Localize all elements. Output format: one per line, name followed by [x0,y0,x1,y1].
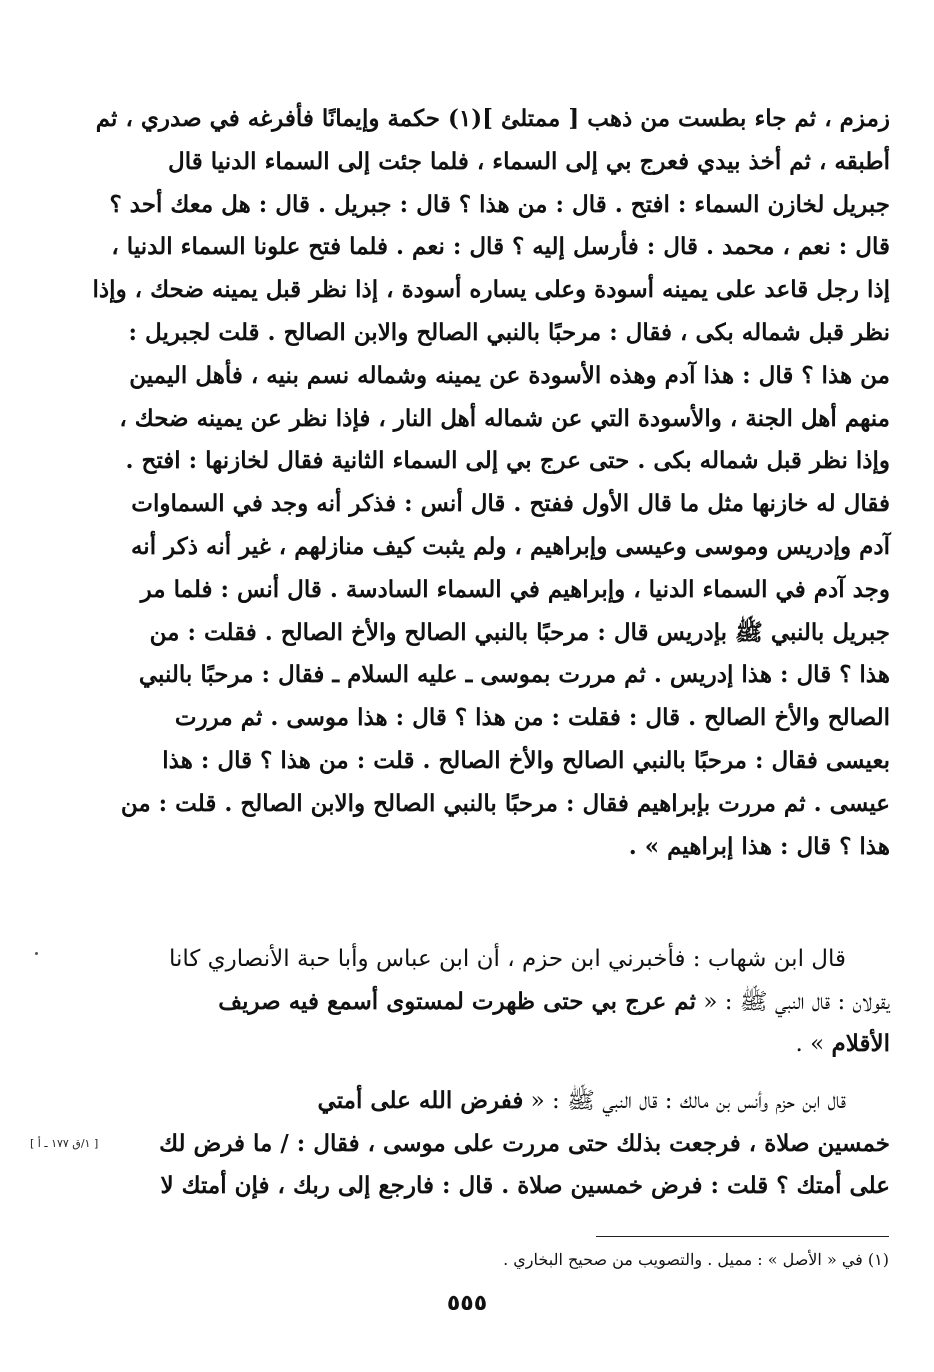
text-line: بعيسى فقال : مرحبًا بالنبي الصالح والأخ الصالح . قلت : من هذا ؟ قال : هذا [162,746,890,774]
text-line: أطبقه ، ثم أخذ بيدي فعرج بي إلى السماء ، فلما جئت إلى السماء الدنيا قال [168,147,890,175]
text-line: وجد آدم في السماء الدنيا ، وإبراهيم في السماء السادسة . قال أنس : فلما مر [140,575,890,603]
text-line: منهم أهل الجنة ، والأسودة التي عن شماله أهل النار ، فإذا نظر عن يمينه ضحك ، [119,404,890,432]
text-line: الصالح والأخ الصالح . قال : فقلت : من هذا ؟ قال : هذا موسى . ثم مررت [174,704,890,732]
text-line: خمسين صلاة ، فرجعت بذلك حتى مررت على موسى ، فقال : / ما فرض لك [159,1129,890,1157]
text-line: زمزم ، ثم جاء بطست من ذهب [ ممتلئ ](١) حكمة وإيمانًا فأفرغه في صدري ، ثم [95,105,890,132]
text-line [150,981,890,1024]
footnote-divider [596,1236,889,1237]
narration-intro: يقولان : قال النبي ﷺ : « [696,988,890,1015]
manuscript-folio-note: [ ١/ق ١٧٧ ـ أ ] [30,1137,99,1150]
paragraph-ibn-hazm [150,1080,890,1208]
page-number: ٥٥٥ [446,1291,488,1316]
text-line: قال : نعم ، محمد . قال : فأرسل إليه ؟ قال : نعم . فلما فتح علونا السماء الدنيا ، [111,233,890,261]
text-line: نظر قبل شماله بكى ، فقال : مرحبًا بالنبي الصالح والابن الصالح . قلت لجبريل : [128,318,890,346]
text-line: هذا ؟ قال : هذا إدريس . ثم مررت بموسى ـ عليه السلام ـ فقال : مرحبًا بالنبي [138,661,890,689]
text-line: وإذا نظر قبل شماله بكى . حتى عرج بي إلى السماء الثانية فقال لخازنها : افتح . [125,447,890,475]
text-line: جبريل بالنبي ﷺ بإدريس قال : مرحبًا بالنبي الصالح والأخ الصالح . فقلت : من [149,618,890,646]
hadith-text: ففرض الله على أمتي [317,1087,524,1114]
text-line: آدم وإدريس وموسى وعيسى وإبراهيم ، ولم يثبت كيف منازلهم ، غير أنه ذكر أنه [130,532,890,560]
paragraph-ibn-shihab [150,938,890,1066]
text-line [150,1080,890,1123]
closing-quote: » . [795,1031,832,1057]
text-line: عيسى . ثم مررت بإبراهيم فقال : مرحبًا بالنبي الصالح والابن الصالح . قلت : من [120,789,890,817]
text-line: من هذا ؟ قال : هذا آدم وهذه الأسودة عن يمينه وشماله نسم بنيه ، فأهل اليمين [129,361,890,389]
text-line [150,1023,890,1066]
text-line: إذا رجل قاعد على يمينه أسودة وعلى يساره أسودة ، إذا نظر قبل يمينه ضحك ، وإذا [92,276,890,304]
hadith-text: الأقلام [831,1030,890,1057]
text-line: هذا ؟ قال : هذا إبراهيم » . [628,832,890,860]
text-line: جبريل لخازن السماء : افتح . قال : من هذا ؟ قال : جبريل . قال : هل معك أحد ؟ [109,190,890,218]
footnote: (١) في « الأصل » : مميل . والتصويب من صحيح البخاري . [503,1250,889,1269]
text-line: فقال له خازنها مثل ما قال الأول ففتح . قال أنس : فذكر أنه وجد في السماوات [131,490,890,518]
margin-dot [35,952,38,955]
main-paragraph [92,98,890,868]
text-line: قال ابن شهاب : فأخبرني ابن حزم ، أن ابن عباس وأبا حبة الأنصاري كانا [168,946,846,972]
text-line: على أمتك ؟ قلت : فرض خمسين صلاة . قال : فارجع إلى ربك ، فإن أمتك لا [160,1172,890,1199]
hadith-text: ثم عرج بي حتى ظهرت لمستوى أسمع فيه صريف [218,987,697,1015]
narration-intro: قال ابن حزم وأنس بن مالك : قال النبي ﷺ : « [523,1088,846,1114]
